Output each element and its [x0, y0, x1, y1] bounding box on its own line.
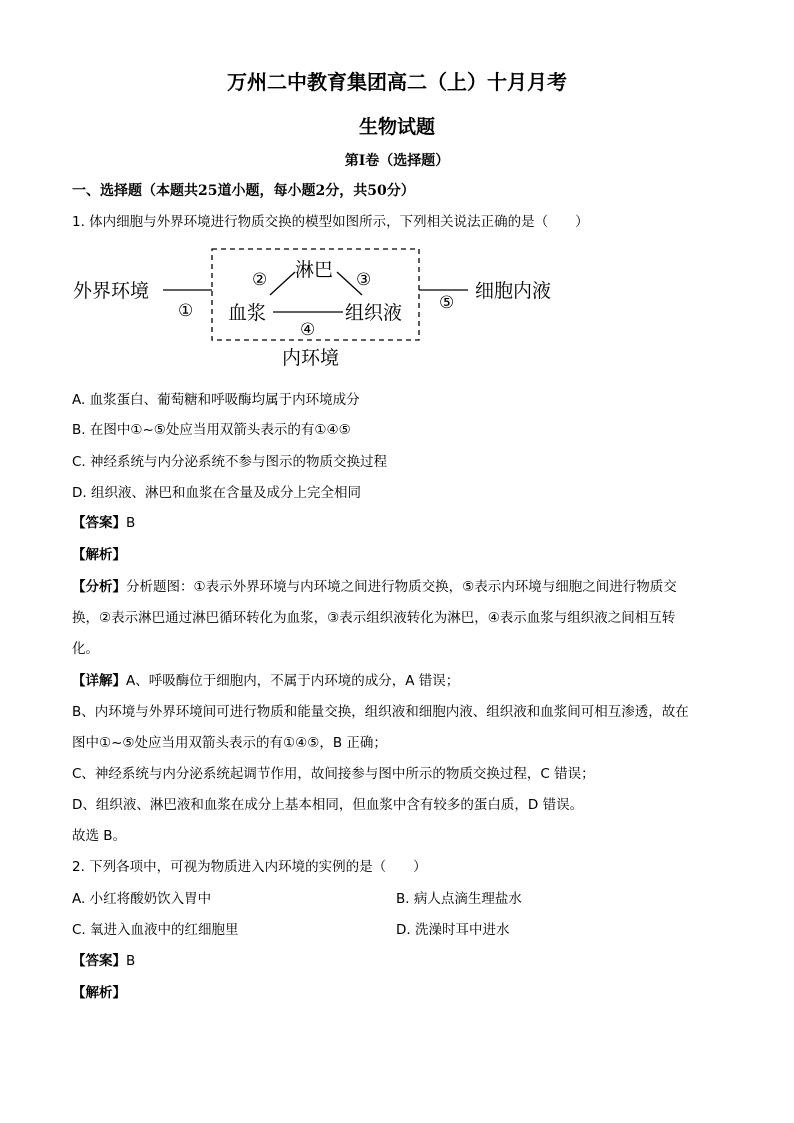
label-lymph: 淋巴 [295, 259, 334, 281]
q2-stem: 2. 下列各项中，可视为物质进入内环境的实例的是（ ） [72, 859, 427, 875]
q1-detail-line-4: C、神经系统与内分泌系统起调节作用，故间接参与图中所示的物质交换过程，C 错误； [72, 766, 595, 782]
q1-analysis-label: 【解析】 [72, 547, 126, 563]
num-3: ③ [356, 270, 372, 290]
answer-label: 【答案】 [72, 515, 126, 531]
q1-option-c: C. 神经系统与内分泌系统不参与图示的物质交换过程 [72, 454, 388, 470]
q2-analysis-label: 【解析】 [72, 985, 126, 1001]
q1-detail-line-2: B、内环境与外界环境间可进行物质和能量交换，组织液和细胞内液、组织液和血浆间可相互渗透，故在 [72, 704, 689, 720]
fenxi-label: 【分析】 [72, 579, 126, 595]
link-2 [270, 272, 295, 295]
section-heading: 一、选择题（本题共25道小题，每小题2分，共50分） [72, 183, 415, 199]
exam-title: 万州二中教育集团高二（上）十月月考 [227, 70, 567, 94]
answer-value: B [126, 515, 136, 531]
q2-option-b: B. 病人点滴生理盐水 [396, 891, 522, 907]
label-cell-fluid: 细胞内液 [475, 280, 552, 302]
q1-conclusion: 故选 B。 [72, 828, 127, 844]
label-tissue-fluid: 组织液 [345, 302, 403, 324]
q1-option-d: D. 组织液、淋巴和血浆在含量及成分上完全相同 [72, 485, 361, 501]
q1-fenxi-line-3: 化。 [72, 641, 99, 657]
label-internal-env: 内环境 [282, 347, 340, 369]
q2-option-a: A. 小红将酸奶饮入胃中 [72, 891, 212, 907]
q2-option-c: C. 氧进入血液中的红细胞里 [72, 922, 239, 938]
q1-fenxi-line [72, 577, 677, 597]
q1-detail-line [72, 671, 459, 691]
q1-detail-line-3: 图中①~⑤处应当用双箭头表示的有①④⑤，B 正确； [72, 735, 387, 751]
q1-detail-line-5: D、组织液、淋巴液和血浆在成分上基本相同，但血浆中含有较多的蛋白质，D 错误。 [72, 797, 584, 813]
q2-answer-label: 【答案】 [72, 953, 126, 969]
q2-answer-value: B [126, 953, 136, 969]
volume-heading: 第Ⅰ卷（选择题） [344, 153, 450, 169]
q1-stem: 1. 体内细胞与外界环境进行物质交换的模型如图所示，下列相关说法正确的是（ ） [72, 214, 589, 230]
detail-text: A、呼吸酶位于细胞内，不属于内环境的成分，A 错误； [126, 673, 460, 689]
q1-answer [72, 513, 135, 533]
q1-option-b: B. 在图中①~⑤处应当用双箭头表示的有①④⑤ [72, 422, 351, 438]
detail-label: 【详解】 [72, 673, 126, 689]
exam-subtitle: 生物试题 [358, 116, 435, 138]
num-5: ⑤ [439, 293, 455, 313]
q2-answer [72, 951, 135, 971]
q2-option-d: D. 洗澡时耳中进水 [396, 922, 510, 938]
num-4: ④ [300, 320, 316, 340]
q1-fenxi-line-2: 换，②表示淋巴通过淋巴循环转化为血浆，③表示组织液转化为淋巴，④表示血浆与组织液之间相互转 [72, 610, 676, 626]
num-2: ② [252, 270, 268, 290]
fenxi-text: 分析题图：①表示外界环境与内环境之间进行物质交换，⑤表示内环境与细胞之间进行物质交 [126, 579, 677, 595]
q1-diagram [62, 240, 582, 380]
label-external: 外界环境 [73, 280, 150, 302]
label-plasma: 血浆 [228, 302, 267, 324]
q1-option-a: A. 血浆蛋白、葡萄糖和呼吸酶均属于内环境成分 [72, 392, 360, 408]
num-1: ① [178, 301, 194, 321]
